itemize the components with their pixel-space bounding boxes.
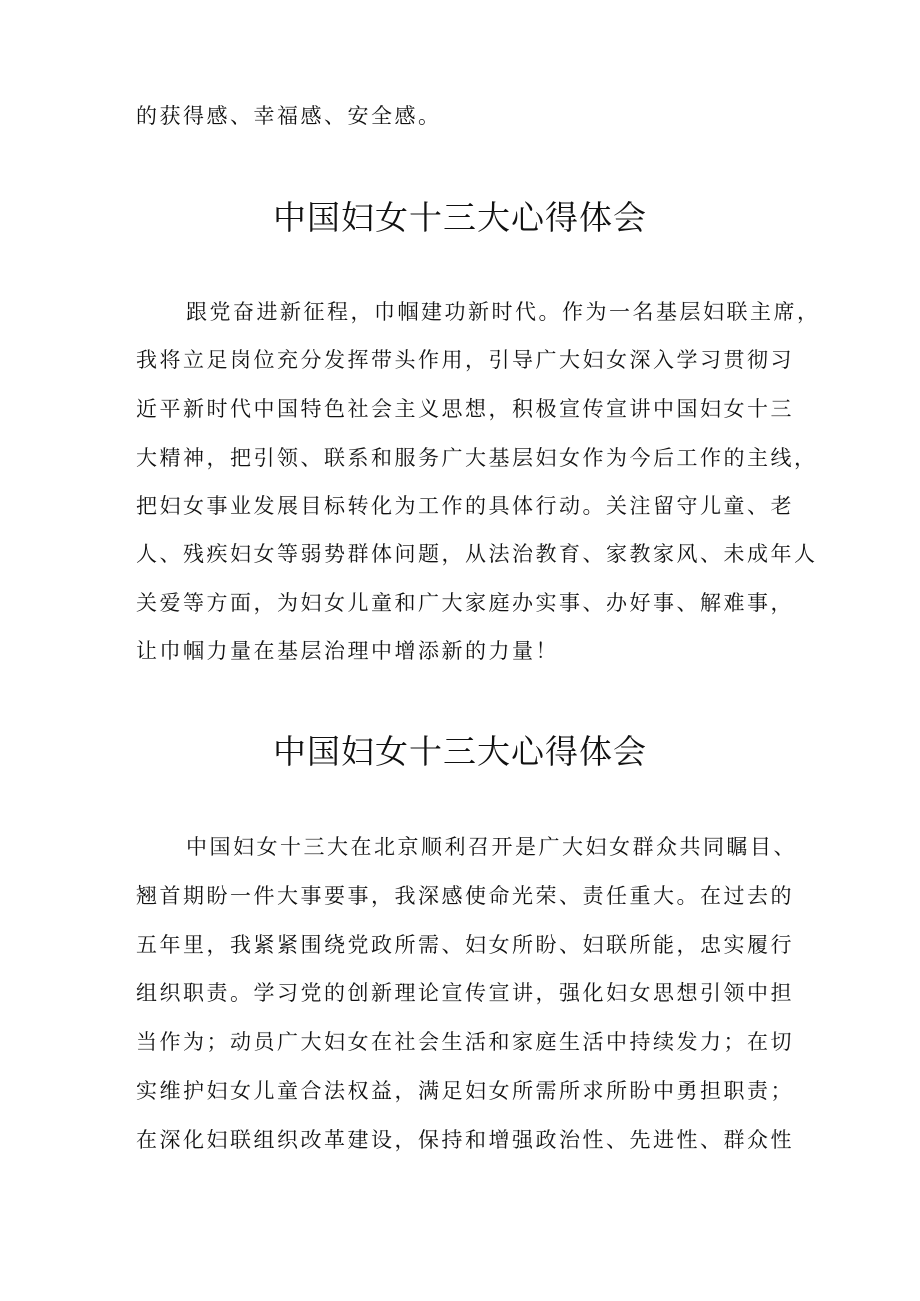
paragraph-line: 让巾帼力量在基层治理中增添新的力量！ [136, 639, 559, 663]
paragraph-line: 当作为；动员广大妇女在社会生活和家庭生活中持续发力；在切 [136, 1030, 794, 1054]
paragraph-fragment: 的获得感、幸福感、安全感。 [136, 104, 442, 128]
section-title: 中国妇女十三大心得体会 [273, 732, 647, 771]
paragraph-line: 在深化妇联组织改革建设，保持和增强政治性、先进性、群众性 [136, 1128, 794, 1152]
paragraph-line: 实维护妇女儿童合法权益，满足妇女所需所求所盼中勇担职责； [136, 1079, 794, 1103]
section-title: 中国妇女十三大心得体会 [273, 198, 647, 237]
paragraph-line: 关爱等方面，为妇女儿童和广大家庭办实事、办好事、解难事， [136, 591, 794, 615]
paragraph-line: 组织职责。学习党的创新理论宣传宣讲，强化妇女思想引领中担 [136, 981, 794, 1005]
paragraph-line: 跟党奋进新征程，巾帼建功新时代。作为一名基层妇联主席， [186, 300, 821, 324]
paragraph-line: 人、残疾妇女等弱势群体问题，从法治教育、家教家风、未成年人 [136, 542, 818, 566]
paragraph-line: 大精神，把引领、联系和服务广大基层妇女作为今后工作的主线， [136, 446, 818, 470]
paragraph-line: 近平新时代中国特色社会主义思想，积极宣传宣讲中国妇女十三 [136, 397, 794, 421]
paragraph-line: 五年里，我紧紧围绕党政所需、妇女所盼、妇联所能，忠实履行 [136, 933, 794, 957]
paragraph-line: 我将立足岗位充分发挥带头作用，引导广大妇女深入学习贯彻习 [136, 348, 794, 372]
paragraph-line: 把妇女事业发展目标转化为工作的具体行动。关注留守儿童、老 [136, 494, 794, 518]
paragraph-line: 翘首期盼一件大事要事，我深感使命光荣、责任重大。在过去的 [136, 884, 794, 908]
paragraph-line: 中国妇女十三大在北京顺利召开是广大妇女群众共同瞩目、 [186, 835, 797, 859]
